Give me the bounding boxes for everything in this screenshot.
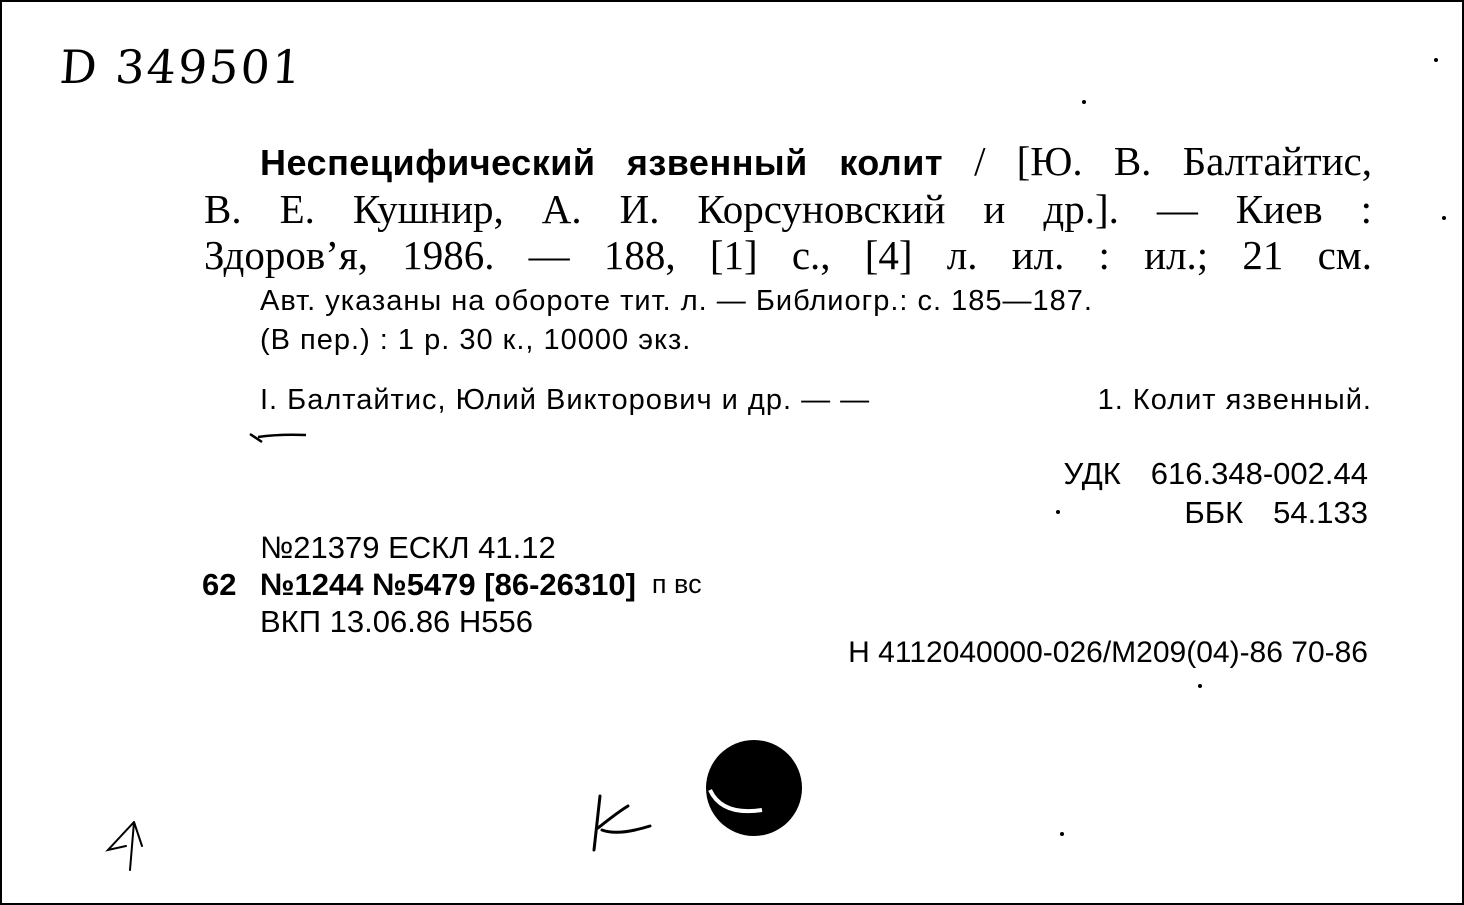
speck <box>1056 510 1060 514</box>
speck <box>1434 58 1438 62</box>
notes <box>260 282 1093 360</box>
tracing-author: I. Балтайтис, Юлий Викторович и др. — — <box>260 384 871 416</box>
speck <box>1060 832 1064 836</box>
book-title: Неспецифический язвенный колит <box>260 142 943 183</box>
bbk-label: ББК <box>1184 495 1244 530</box>
handwritten-mark <box>104 816 148 874</box>
note-line: Авт. указаны на обороте тит. л. — Библиогр.: с. 185—187. <box>260 285 1093 317</box>
production-row-3: ВКП 13.06.86 Н556 <box>260 604 534 639</box>
main-entry-line-2: В. Е. Кушнир, А. И. Корсуновский и др.]. — Киев : <box>204 186 1372 232</box>
handwritten-mark <box>588 792 654 854</box>
production-row-2: №1244 №5479 [86-26310] <box>260 567 636 602</box>
production-prefix: 62 <box>202 567 237 602</box>
note-line: (В пер.) : 1 р. 30 к., 10000 экз. <box>260 324 692 356</box>
handwritten-underline <box>248 430 308 444</box>
production-info <box>202 529 702 640</box>
udc-value: 616.348-002.44 <box>1150 456 1368 491</box>
speck <box>1442 216 1446 220</box>
main-entry-line-3: Здоров’я, 1986. — 188, [1] с., [4] л. ил. : ил.; 21 см. <box>204 232 1372 278</box>
tracing-subject: 1. Колит язвенный. <box>1097 384 1372 416</box>
main-entry <box>204 138 1372 278</box>
tracing <box>260 384 1372 417</box>
production-row <box>202 603 702 640</box>
udc-label: УДК <box>1063 456 1121 491</box>
main-entry-line-1 <box>204 138 1372 186</box>
accession-number: D 349501 <box>58 40 305 94</box>
production-row <box>202 566 702 603</box>
bbk-row <box>1063 493 1368 532</box>
speck <box>1082 100 1086 104</box>
production-row <box>202 529 702 566</box>
production-row-1: №21379 ЕСКЛ 41.12 <box>260 530 556 565</box>
isbn-line: Н 4112040000-026/М209(04)-86 70-86 <box>848 636 1368 669</box>
punched-hole-mark <box>702 738 804 838</box>
udc-row <box>1063 454 1368 493</box>
authors-start: / [Ю. В. Балтайтис, <box>974 138 1372 184</box>
speck <box>1198 684 1202 688</box>
production-suffix: п вс <box>651 569 702 599</box>
bbk-value: 54.133 <box>1273 495 1368 530</box>
classification <box>1063 454 1368 532</box>
